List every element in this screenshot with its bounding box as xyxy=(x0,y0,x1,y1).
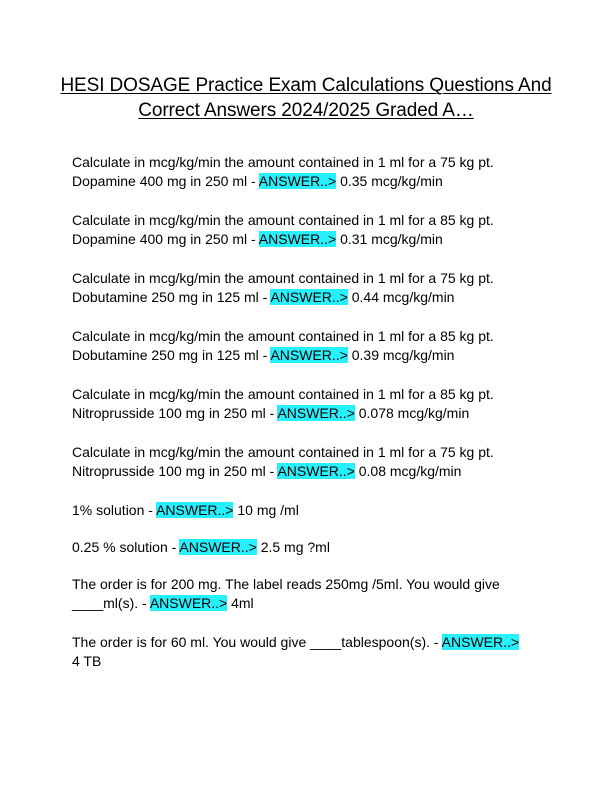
separator: - xyxy=(167,539,180,555)
question-line: The order is for 200 mg. The label reads 250mg /5ml. You would give xyxy=(72,576,500,592)
question-line: Calculate in mcg/kg/min the amount contained in 1 ml for a 75 kg pt. xyxy=(72,270,494,286)
question-drug: Dobutamine 250 mg in 125 ml xyxy=(72,289,259,305)
question-drug: Dopamine 400 mg in 250 ml xyxy=(72,173,248,189)
separator: - xyxy=(138,595,150,611)
qa-item xyxy=(72,538,552,557)
question-text: 0.25 % solution xyxy=(72,539,168,555)
answer-value: 0.39 mcg/kg/min xyxy=(347,347,455,363)
answer-value: 4 TB xyxy=(72,653,102,669)
question-line: Calculate in mcg/kg/min the amount contained in 1 ml for a 75 kg pt. xyxy=(72,154,494,170)
separator: - xyxy=(430,634,442,650)
answer-tag: ANSWER..> xyxy=(258,173,337,189)
separator: - xyxy=(258,289,271,305)
answer-value: 0.44 mcg/kg/min xyxy=(347,289,455,305)
qa-item xyxy=(72,327,552,365)
question-text: The order is for 60 ml. You would give ____tablespoon(s). xyxy=(72,634,430,650)
qa-item xyxy=(72,443,552,481)
title-line-2: Correct Answers 2024/2025 Graded A… xyxy=(138,100,474,121)
answer-tag: ANSWER..> xyxy=(277,463,355,479)
question-drug: Dopamine 400 mg in 250 ml xyxy=(72,231,248,247)
question-blank: ____ml(s). xyxy=(72,595,139,611)
question-line: Calculate in mcg/kg/min the amount contained in 1 ml for a 85 kg pt. xyxy=(72,328,494,344)
answer-tag: ANSWER..> xyxy=(277,405,355,421)
answer-tag: ANSWER..> xyxy=(441,634,520,650)
answer-value: 4ml xyxy=(227,595,254,611)
question-line: Calculate in mcg/kg/min the amount contained in 1 ml for a 85 kg pt. xyxy=(72,212,494,228)
separator: - xyxy=(247,231,259,247)
answer-value: 0.078 mcg/kg/min xyxy=(354,405,470,421)
separator: - xyxy=(144,502,157,518)
answer-value: 10 mg /ml xyxy=(233,502,299,518)
qa-item xyxy=(72,575,552,613)
question-line: Calculate in mcg/kg/min the amount contained in 1 ml for a 75 kg pt. xyxy=(72,444,494,460)
answer-value: 0.31 mcg/kg/min xyxy=(336,231,443,247)
document-title xyxy=(40,73,572,123)
question-drug: Dobutamine 250 mg in 125 ml xyxy=(72,347,259,363)
answer-value: 2.5 mg ?ml xyxy=(256,539,330,555)
question-line: Calculate in mcg/kg/min the amount contained in 1 ml for a 85 kg pt. xyxy=(72,386,494,402)
title-line-1: HESI DOSAGE Practice Exam Calculations Questions And xyxy=(60,75,552,96)
answer-tag: ANSWER..> xyxy=(156,502,234,518)
qa-item xyxy=(72,385,552,423)
answer-tag: ANSWER..> xyxy=(270,347,348,363)
qa-item xyxy=(72,269,552,307)
separator: - xyxy=(247,173,259,189)
question-drug: Nitroprusside 100 mg in 250 ml xyxy=(72,463,266,479)
answer-tag: ANSWER..> xyxy=(149,595,228,611)
question-drug: Nitroprusside 100 mg in 250 ml xyxy=(72,405,266,421)
separator: - xyxy=(265,405,278,421)
qa-item xyxy=(72,153,552,191)
qa-item xyxy=(72,501,552,520)
separator: - xyxy=(265,463,278,479)
qa-item xyxy=(72,633,552,671)
question-list xyxy=(72,153,552,691)
question-text: 1% solution xyxy=(72,502,145,518)
answer-value: 0.08 mcg/kg/min xyxy=(354,463,462,479)
answer-tag: ANSWER..> xyxy=(258,231,337,247)
answer-tag: ANSWER..> xyxy=(179,539,257,555)
separator: - xyxy=(258,347,271,363)
qa-item xyxy=(72,211,552,249)
answer-tag: ANSWER..> xyxy=(270,289,348,305)
answer-value: 0.35 mcg/kg/min xyxy=(336,173,443,189)
